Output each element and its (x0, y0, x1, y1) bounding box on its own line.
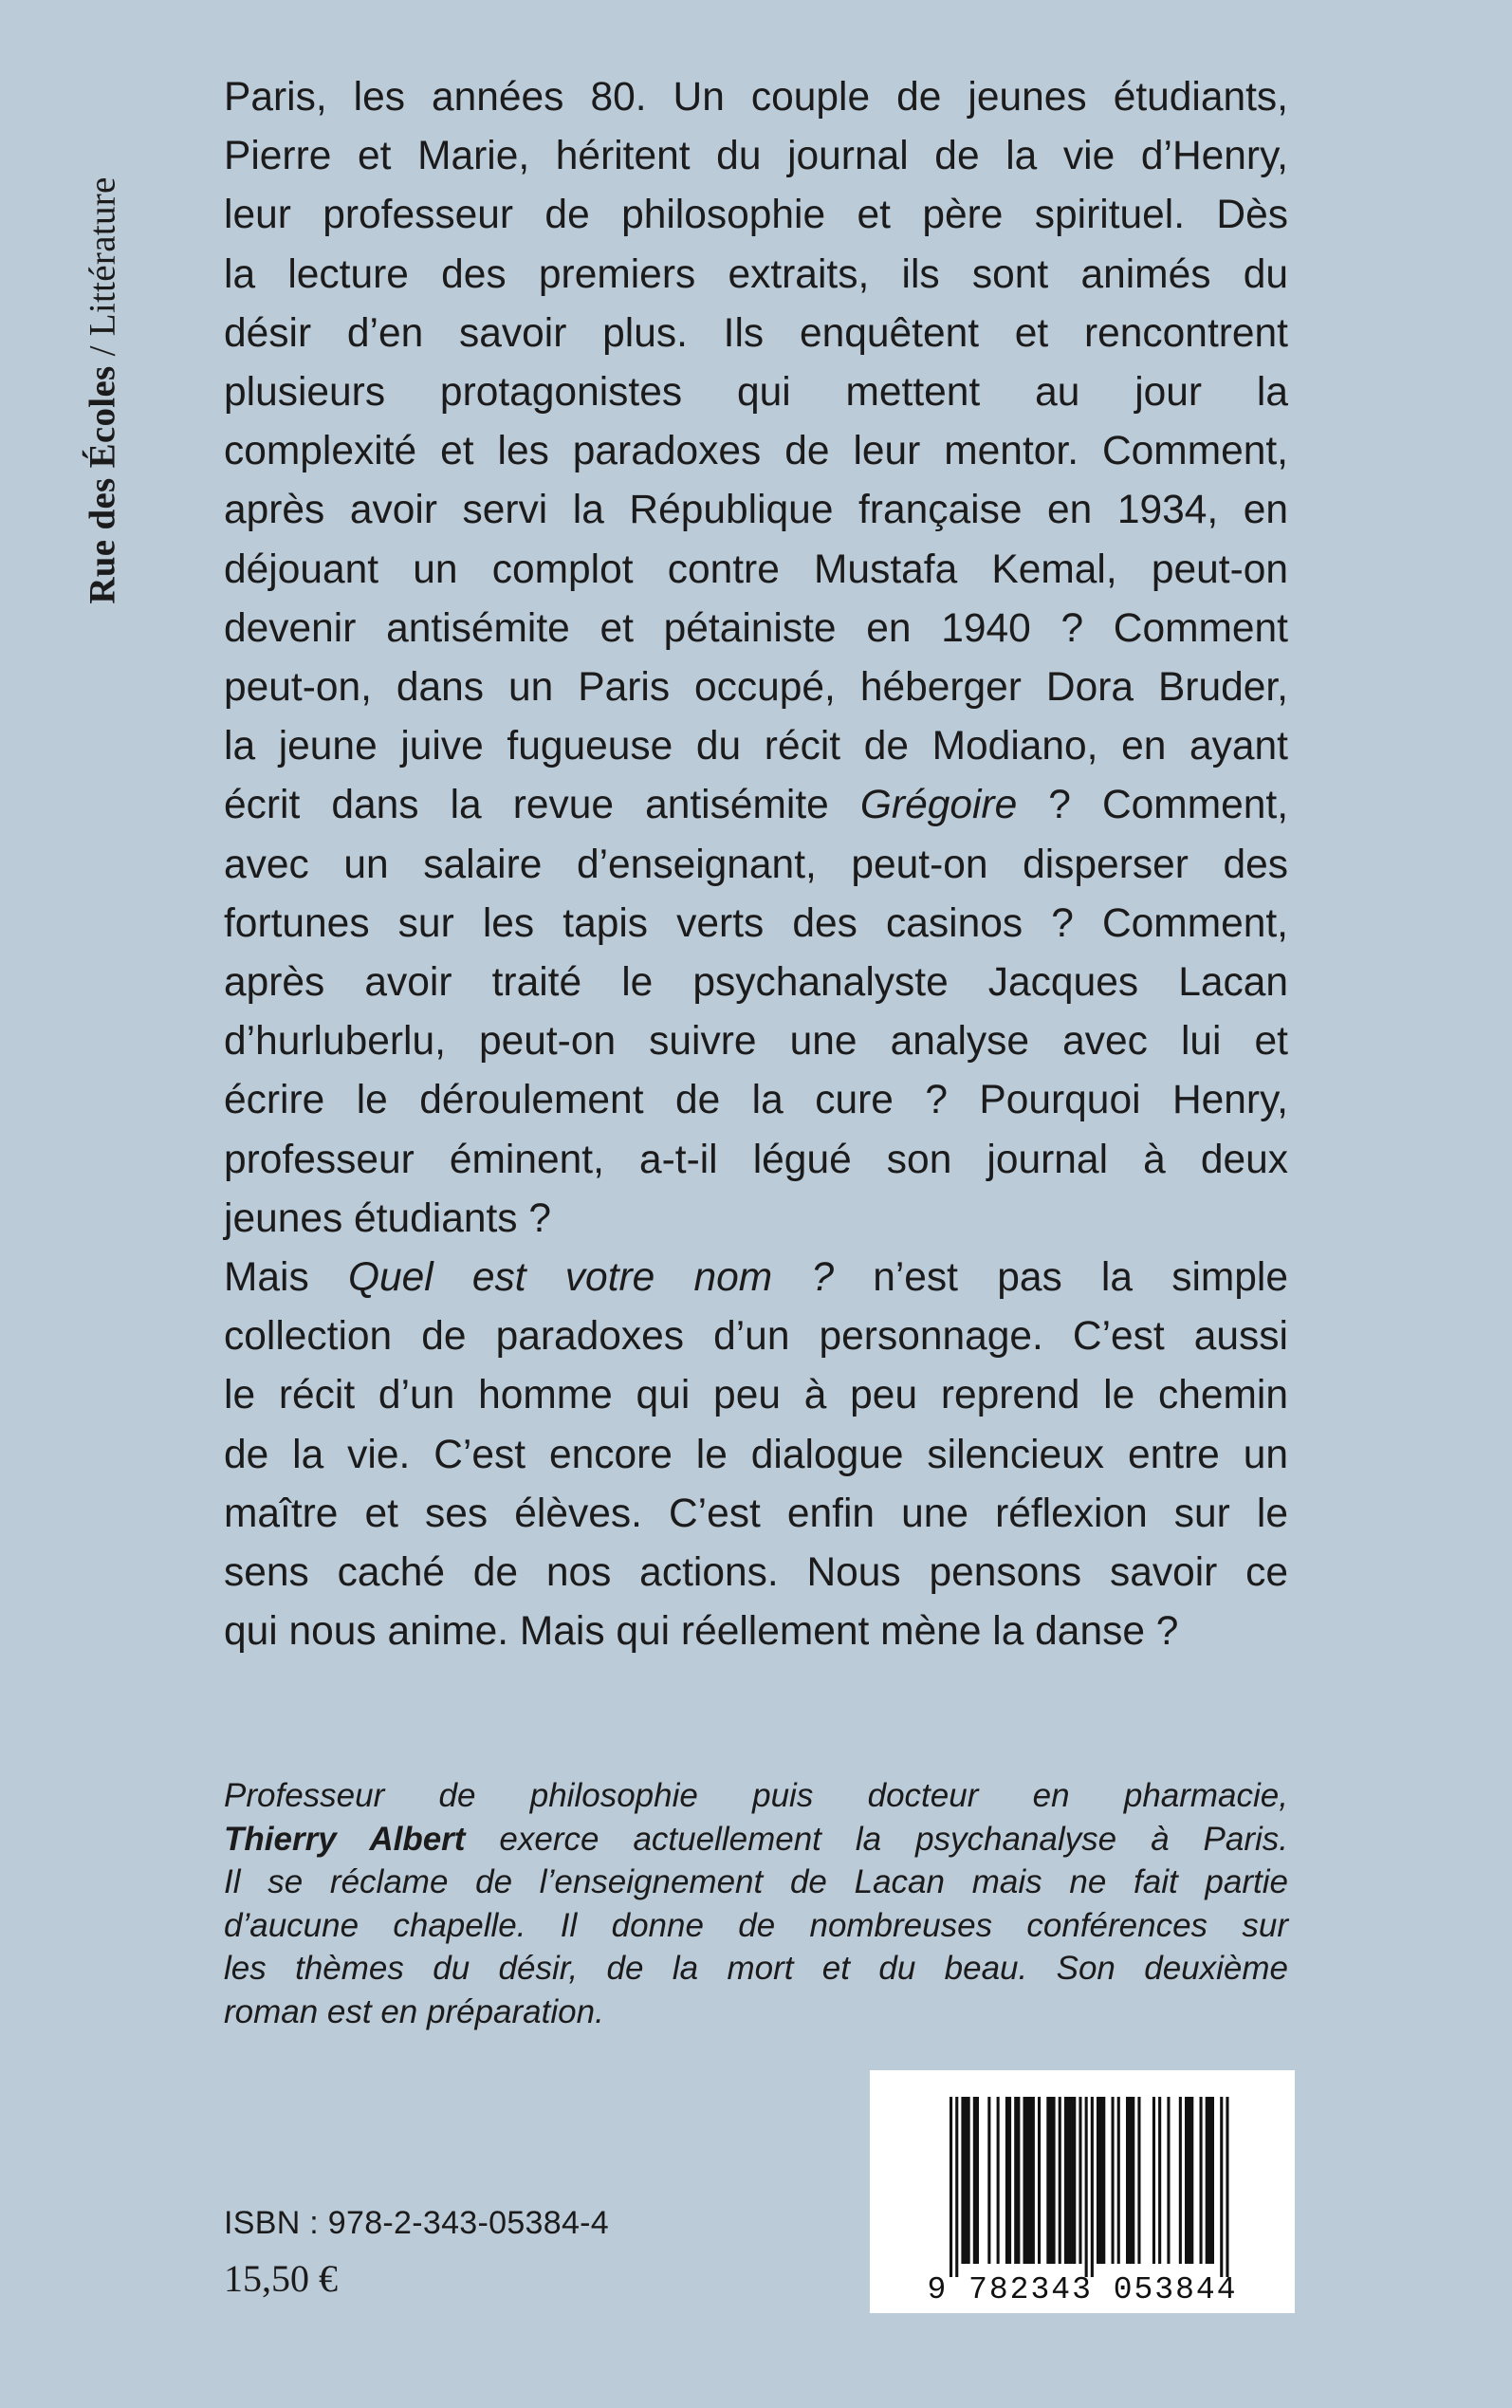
blurb-line: la lecture des premiers extraits, ils sont animés du (224, 251, 1288, 297)
bio-line: d’aucune chapelle. Il donne de nombreuses conférences sur (224, 1906, 1288, 1944)
spine-label (68, 110, 137, 670)
barcode-digits: 9 782343 053844 (927, 2272, 1238, 2307)
bio-text: exerce actuellement la psychanalyse à Paris. (465, 1820, 1288, 1858)
bio-line: Il se réclame de l’enseignement de Lacan mais ne fait partie (224, 1863, 1288, 1901)
barcode-bar (987, 2097, 990, 2264)
blurb-line: après avoir servi la République française en 1934, en (224, 488, 1288, 533)
barcode-bar (1185, 2097, 1193, 2264)
barcode-bar (1014, 2097, 1020, 2264)
price-label: 15,50 € (224, 2257, 338, 2300)
barcode-panel (870, 2070, 1295, 2313)
blurb-line: déjouant un complot contre Mustafa Kemal, peut-on (224, 546, 1288, 592)
blurb-line: Pierre et Marie, héritent du journal de la vie d’Henry, (224, 134, 1288, 179)
barcode-guard-bar (1085, 2097, 1088, 2277)
barcode-bar (1023, 2097, 1035, 2264)
blurb-line (224, 1249, 1288, 1307)
series-category: Littérature (82, 176, 123, 336)
barcode-bar (1097, 2097, 1105, 2264)
barcode-bar (1112, 2097, 1115, 2264)
blurb-line: d’hurluberlu, peut-on suivre une analyse avec lui et (224, 1019, 1288, 1065)
bio-line (224, 1818, 1288, 1862)
series-name: Rue des Écoles (82, 364, 123, 604)
blurb-line: leur professeur de philosophie et père spirituel. Dès (224, 193, 1288, 238)
blurb-line: de la vie. C’est encore le dialogue silencieux entre un (224, 1432, 1288, 1477)
bio-line: les thèmes du désir, de la mort et du beau. Son deuxième (224, 1950, 1288, 1988)
barcode-bar (961, 2097, 969, 2264)
isbn-label: ISBN : 978-2-343-05384-4 (224, 2205, 610, 2241)
barcode-bar (1158, 2097, 1161, 2264)
barcode-icon (870, 2070, 1295, 2313)
barcode-bar (1200, 2097, 1203, 2264)
book-title: Quel est votre nom ? (347, 1255, 835, 1301)
barcode-bar (973, 2097, 979, 2264)
blurb-line: la jeune juive fugueuse du récit de Modiano, en ayant (224, 724, 1288, 769)
barcode-guard-bar (950, 2097, 952, 2277)
series-separator: / (82, 335, 123, 365)
blurb-line: le récit d’un homme qui peu à peu reprend le chemin (224, 1373, 1288, 1418)
blurb-line: jeunes étudiants ? (224, 1195, 551, 1241)
barcode-bar (1046, 2097, 1055, 2264)
blurb-line (224, 776, 1288, 835)
barcode-bar (1167, 2097, 1170, 2264)
barcode-bar (1059, 2097, 1061, 2264)
barcode-bar (1005, 2097, 1011, 2264)
blurb-line: avec un salaire d’enseignant, peut-on disperser des (224, 842, 1288, 887)
barcode-bar (1064, 2097, 1076, 2264)
blurb-line: fortunes sur les tapis verts des casinos ? Comment, (224, 900, 1288, 946)
barcode-bar (1126, 2097, 1134, 2264)
barcode-bar (1179, 2097, 1182, 2264)
blurb-text: n’est pas la simple (834, 1255, 1289, 1301)
author-name: Thierry Albert (224, 1820, 466, 1858)
barcode-bar (1137, 2097, 1140, 2264)
barcode-bar (1206, 2097, 1214, 2264)
author-bio (224, 1774, 1288, 2034)
blurb-text: ? Comment, (1017, 783, 1289, 828)
barcode-bar (1038, 2097, 1041, 2264)
blurb-text: Mais (224, 1255, 348, 1301)
spine-text (82, 176, 124, 603)
blurb-line: Paris, les années 80. Un couple de jeunes étudiants, (224, 75, 1288, 120)
barcode-bar (1152, 2097, 1155, 2264)
blurb-line: qui nous anime. Mais qui réellement mène la danse ? (224, 1609, 1179, 1655)
blurb-text: écrit dans la revue antisémite (224, 783, 860, 828)
blurb-line: maître et ses élèves. C’est enfin une réflexion sur le (224, 1491, 1288, 1536)
blurb-line: désir d’en savoir plus. Ils enquêtent et rencontrent (224, 310, 1288, 356)
book-blurb (224, 68, 1288, 1661)
barcode-bar (997, 2097, 1000, 2264)
blurb-line: après avoir traité le psychanalyste Jacques Lacan (224, 960, 1288, 1006)
bio-line: roman est en préparation. (224, 1992, 604, 2030)
blurb-line: sens caché de nos actions. Nous pensons savoir ce (224, 1550, 1288, 1596)
blurb-line: collection de paradoxes d’un personnage. C’est aussi (224, 1314, 1288, 1360)
blurb-line: devenir antisémite et pétainiste en 1940 ? Comment (224, 605, 1288, 651)
bio-line: Professeur de philosophie puis docteur en pharmacie, (224, 1777, 1288, 1814)
blurb-line: complexité et les paradoxes de leur mentor. Comment, (224, 429, 1288, 474)
barcode-guard-bar (1091, 2097, 1094, 2277)
barcode-bar (1079, 2097, 1081, 2264)
barcode-guard-bar (955, 2097, 958, 2277)
blurb-line: plusieurs protagonistes qui mettent au jour la (224, 370, 1288, 416)
blurb-line: professeur éminent, a-t-il légué son journal à deux (224, 1137, 1288, 1182)
barcode-guard-bar (1220, 2097, 1223, 2277)
barcode-bars (950, 2097, 1229, 2277)
barcode-guard-bar (1226, 2097, 1228, 2277)
blurb-line: écrire le déroulement de la cure ? Pourquoi Henry, (224, 1078, 1288, 1123)
journal-title: Grégoire (859, 783, 1018, 828)
barcode-bar (1117, 2097, 1120, 2264)
blurb-line: peut-on, dans un Paris occupé, héberger Dora Bruder, (224, 665, 1288, 711)
